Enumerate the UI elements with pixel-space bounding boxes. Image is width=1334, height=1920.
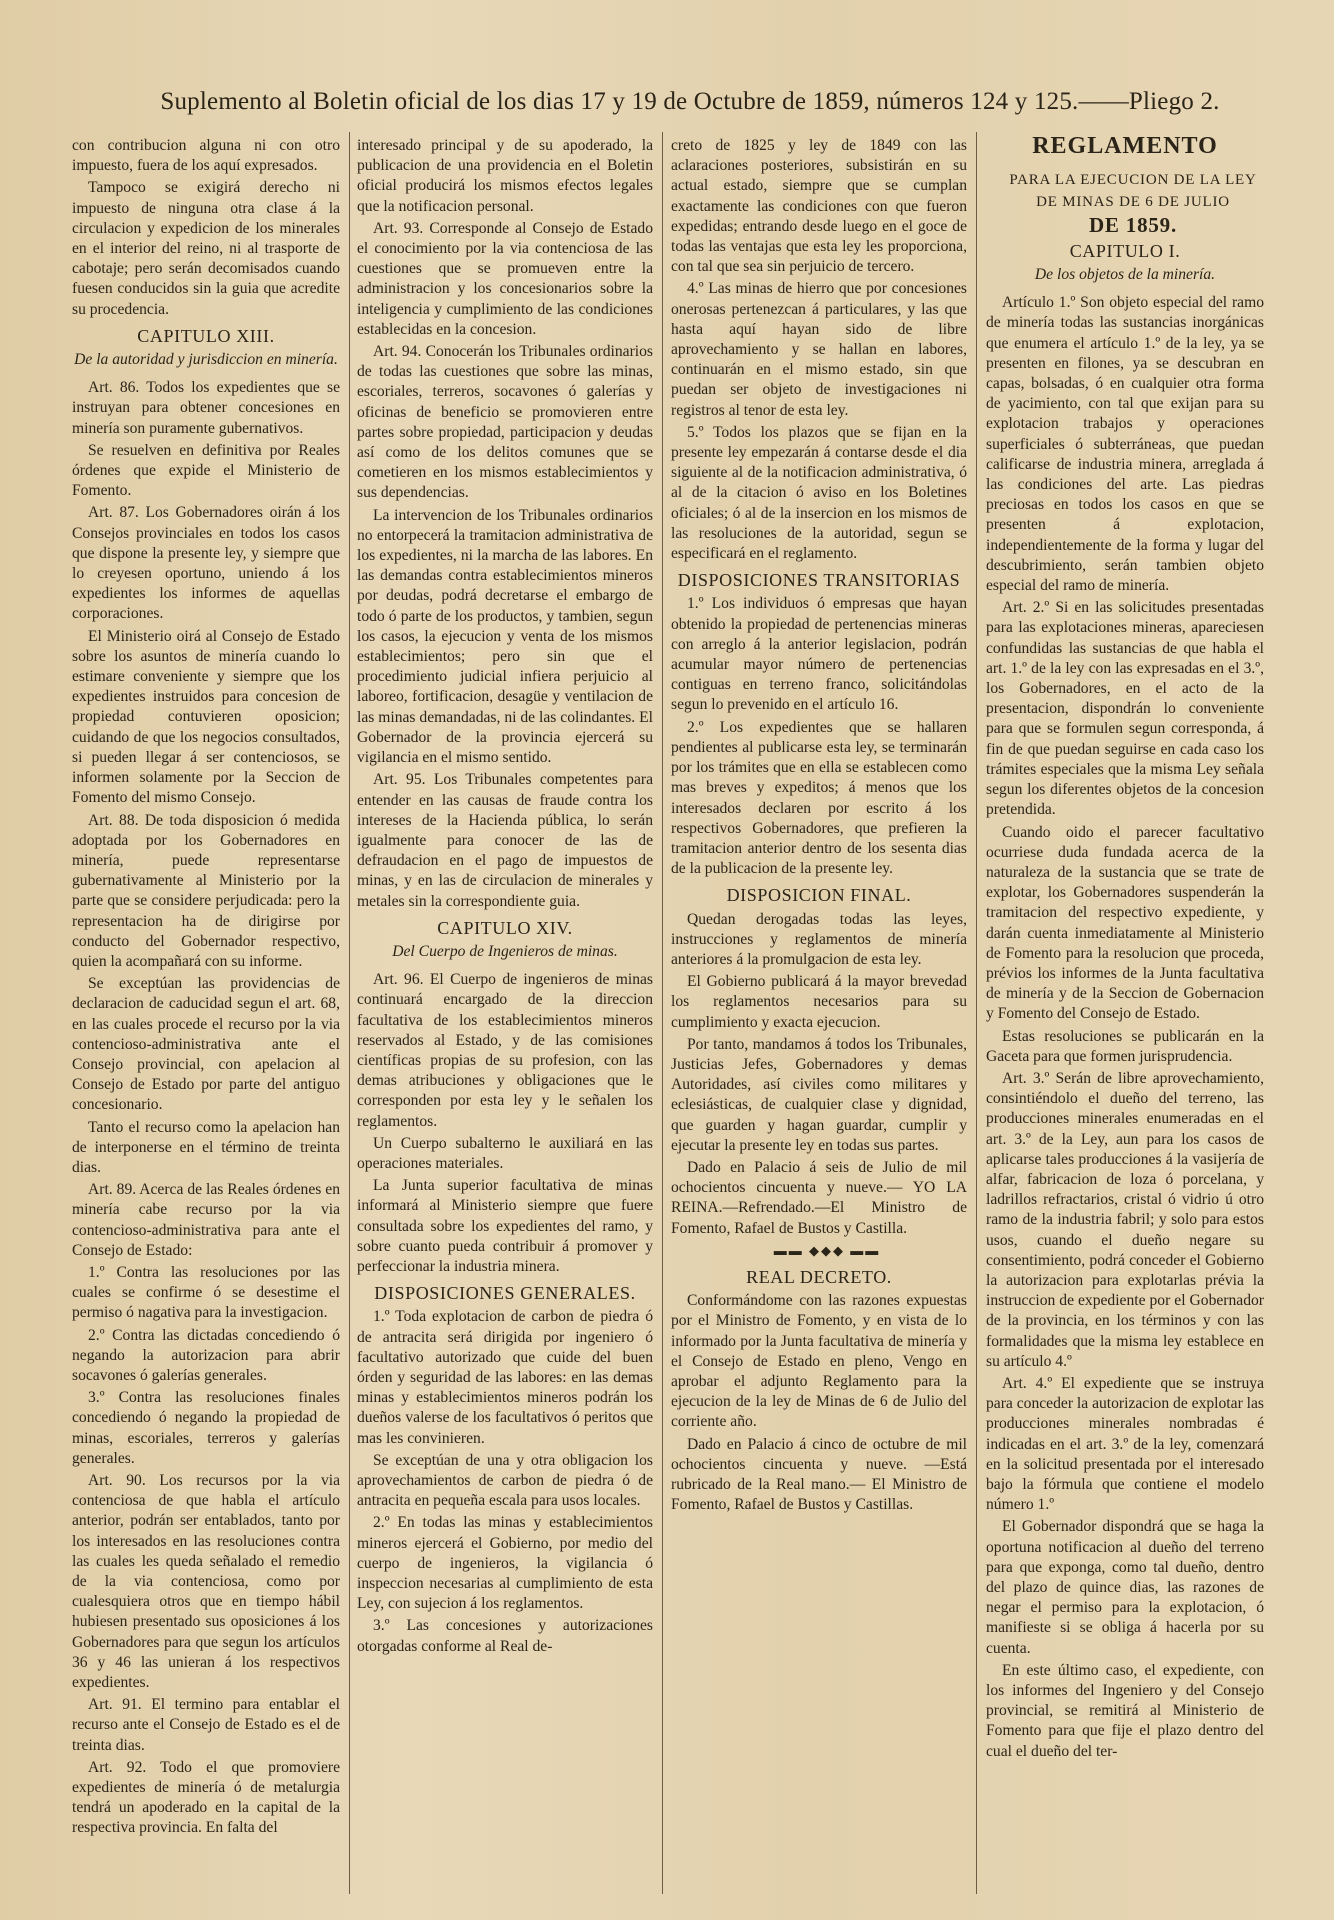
paragraph: La intervencion de los Tribunales ordinarios no entorpecerá la tramitacion administrativa de los expedientes, ni la marcha de las labores. En las demandas contra establecimientos mineros por deudas, podrá decretarse el embargo de todo ó parte de los productos, y tambien, segun los casos, la ejecucion y venta de los mismos establecimientos; pero sin que el procedimiento judicial infiera perjuicio al laboreo, fortificacion, desagüe y ventilacion de las minas demandadas, ni de las colindantes. El Gobernador de la provincia ejercerá su vigilancia en el mismo sentido. (357, 506, 653, 767)
paragraph: Tampoco se exigirá derecho ni impuesto de ninguna otra clase á la circulacion y expedicion de los minerales en el interior del reino, ni al trasporte de cabotaje; pero serán decomisados cuando fuesen conducidos sin la guia que acredite su procedencia. (72, 179, 340, 318)
paragraph: Cuando oido el parecer facultativo ocurriese duda fundada acerca de la naturaleza de la sustancia que se trate de explotar, los Gobernadores suspenderán la tramitacion del respectivo expediente, y darán cuenta inmediatamente al Ministerio de Fomento para la resolucion que proceda, prévios los informes de la Junta facultativa de minería y de la Seccion de Gobernacion y Fomento del Consejo de Estado. (986, 823, 1264, 1023)
column-4 (986, 136, 1264, 1896)
paragraph: 1.º Los individuos ó empresas que hayan obtenido la propiedad de pertenencias mineras con arreglo á la anterior legislacion, podrán acumular mayor número de pertenencias contiguas en terreno franco, solicitándolas segun lo prevenido en el artículo 16. (671, 595, 967, 714)
paragraph: El Gobierno publicará á la mayor brevedad los reglamentos necesarios para su cumplimiento y exacta ejecucion. (671, 973, 967, 1031)
section-heading: DISPOSICIONES GENERALES. (374, 1283, 636, 1304)
section-heading: CAPITULO I. (1069, 240, 1181, 261)
paragraph: La Junta superior facultativa de minas informará al Ministerio siempre que fuere consultada sobre los expedientes del ramo, y sobre cuanto pueda contribuir á promover y perfeccionar la industria minera. (357, 1177, 653, 1275)
column-rule-2 (662, 132, 663, 1894)
paragraph: Quedan derogadas todas las leyes, instrucciones y reglamentos de minería anteriores á la promulgacion de esta ley. (671, 910, 967, 968)
column-1 (72, 136, 340, 1896)
section-heading: REAL DECRETO. (746, 1266, 892, 1287)
paragraph: El Gobernador dispondrá que se haga la oportuna notificacion al dueño del terreno para que exponga, como tal dueño, dentro del plazo de quince dias, las razones de negar el permiso para la explotacion, ó manifieste si se obliga á hacerla por su cuenta. (986, 1518, 1264, 1657)
paragraph: Artículo 1.º Son objeto especial del ramo de minería todas las sustancias inorgánicas que enumera el artículo 1.º de la ley, ya se presenten en filones, ya se descubran en capas, bolsadas, ó en cualquier otra forma de yacimiento, con tal que exijan para su explotacion trabajos y operaciones superficiales ó subterráneas, que puedan calificarse de industria minera, arreglada á las condiciones del arte. Las piedras preciosas en todos los casos en que se presenten á explotacion, independientemente de la forma y lugar del descubrimiento, serán tambien objeto especial del ramo de minería. (986, 294, 1264, 595)
reglamento-subtitle: PARA LA EJECUCION DE LA LEY (1009, 172, 1257, 189)
paragraph: Se exceptúan las providencias de declaracion de caducidad segun el art. 68, en las cuales procede el recurso por la via contencioso-administrativa ante el Consejo provincial, con apelacion al Consejo de Estado por parte del antiguo concesionario. (72, 975, 340, 1114)
paragraph: Por tanto, mandamos á todos los Tribunales, Justicias Jefes, Gobernadores y demas Autoridades, así civiles como militares y eclesiásticas, de cualquier clase y dignidad, que guarden y hagan guardar, cumplir y ejecutar la presente ley en todas sus partes. (671, 1035, 967, 1154)
paragraph: 5.º Todos los plazos que se fijan en la presente ley empezarán á contarse desde el dia siguiente al de la notificacion administrativa, ó al de la citacion ó aviso en los Boletines oficiales; ó al de la insercion en los mismos de las resoluciones de la autoridad, segun se especificará en el reglamento. (671, 423, 967, 563)
section-subheading: De los objetos de la minería. (1034, 266, 1216, 284)
paragraph: Dado en Palacio á cinco de octubre de mil ochocientos cincuenta y nueve. —Está rubricado de la Real mano.— El Ministro de Fomento, Rafael de Bustos y Castillas. (671, 1435, 967, 1514)
paragraph: con contribucion alguna ni con otro impuesto, fuera de los aquí expresados. (72, 137, 340, 175)
paragraph: Art. 96. El Cuerpo de ingenieros de minas continuará encargado de la direccion facultativa de los establecimientos mineros reservados al Estado, y de las comisiones científicas propias de su profesion, con las demas atribuciones y obligaciones que le corresponden por esta ley y le señalen los reglamentos. (357, 971, 653, 1130)
paragraph: Art. 4.º El expediente que se instruya para conceder la autorizacion de explotar las producciones minerales nombradas é indicadas en el art. 3.º de la ley, comenzará en la solicitud presentada por el interesado bajo la fórmula que contiene el modelo número 1.º (986, 1374, 1264, 1514)
paragraph: Art. 3.º Serán de libre aprovechamiento, consintiéndolo el dueño del terreno, las producciones minerales enumeradas en el art. 3.º de la Ley, aun para los casos de aplicarse tales producciones á la vasijería de alfar, fabricacion de loza ó porcelana, y ladrillos refractarios, cristal ó vidrio ú otro ramo de la industria fabril; y solo para estos usos, cuando el dueño negare su consentimiento, podrá conceder el Gobierno la autorizacion para explotarlas prévia la instruccion de expediente por el Gobernador de la provincia, en los términos y con las formalidades que la misma ley establece en su artículo 4.º (986, 1069, 1264, 1370)
paragraph: Art. 95. Los Tribunales competentes para entender en las causas de fraude contra los intereses de la Hacienda pública, lo serán igualmente para conocer de las de defraudacion en el pago de impuestos de minas, y en las de circulacion de minerales y metales sin la correspondiente guia. (357, 771, 653, 910)
section-heading: DISPOSICIONES TRANSITORIAS (677, 570, 961, 591)
paragraph: interesado principal y de su apoderado, la publicacion de una providencia en el Boletin oficial producirá los mismos efectos legales que la notificacion personal. (357, 137, 653, 215)
paragraph: Art. 2.º Si en las solicitudes presentadas para las explotaciones mineras, apareciesen confundidas las sustancias de que habla el art. 1.º de la ley con las expresadas en el 3.º, los Gobernadores, en el acto de la presentacion, dispondrán lo conveniente para que se formulen segun corresponda, á fin de que puedan seguirse en cada caso los trámites especiales que la misma Ley señala segun los diferentes objetos de la concesion pretendida. (986, 599, 1264, 819)
paragraph: 4.º Las minas de hierro que por concesiones onerosas pertenezcan á particulares, y las que hasta aquí hayan sido de libre aprovechamiento y se hallan en labores, continuarán en el mismo estado, sin que puedan ser objeto de investigaciones ni registros al tenor de esta ley. (671, 280, 967, 419)
paragraph: Art. 88. De toda disposicion ó medida adoptada por los Gobernadores en minería, puede representarse gubernativamente al Ministerio por la parte que se considere perjudicada: pero la representacion ha de dirigirse por conducto del Gobernador respectivo, quien la acompañará con su informe. (72, 811, 340, 970)
reglamento-subtitle: DE 1859. (1088, 212, 1178, 237)
reglamento-title: REGLAMENTO (1032, 136, 1218, 159)
paragraph: Art. 92. Todo el que promoviere expedientes de minería ó de metalurgia tendrá un apoderado en la capital de la respectiva provincia. En falta del (72, 1758, 340, 1837)
paragraph: Art. 86. Todos los expedientes que se instruyan para obtener concesiones en minería son puramente gubernativos. (72, 379, 340, 437)
paragraph: Se resuelven en definitiva por Reales órdenes que expide el Ministerio de Fomento. (72, 441, 340, 500)
paragraph: Estas resoluciones se publicarán en la Gaceta para que formen jurisprudencia. (986, 1027, 1264, 1065)
section-heading: DISPOSICION FINAL. (726, 885, 912, 906)
paragraph: 1.º Toda explotacion de carbon de piedra ó de antracita será dirigida por ingeniero ó facultativo autorizado que cuide del buen órden y seguridad de las labores: en las demas minas y establecimientos mineros podrán los dueños valerse de los facultativos ó peritos que mas les convinieren. (357, 1308, 653, 1447)
paragraph: Se exceptúan de una y otra obligacion los aprovechamientos de carbon de piedra ó de antracita en pequeña escala para usos locales. (357, 1451, 653, 1510)
paragraph: 3.º Las concesiones y autorizaciones otorgadas conforme al Real de- (357, 1617, 653, 1655)
ornament-divider: ▬▬ ◆◆◆ ▬▬ (773, 1242, 881, 1258)
paragraph: 3.º Contra las resoluciones finales concediendo ó negando la propiedad de minas, escoriales, terreros y galerías generales. (72, 1389, 340, 1467)
paragraph: 2.º Los expedientes que se hallaren pendientes al publicarse esta ley, se terminarán por los trámites que en ella se establecen como mas breves y expeditos; á menos que los interesados declaren por escrito á los respectivos Gobernadores, que prefieren la tramitacion anterior dentro de los sesenta dias de la publicacion de la presente ley. (671, 718, 967, 878)
section-subheading: Del Cuerpo de Ingenieros de minas. (392, 942, 618, 960)
paragraph: Art. 89. Acerca de las Reales órdenes en minería cabe recurso por la via contencioso-administrativa para ante el Consejo de Estado: (72, 1181, 340, 1259)
reglamento-subtitle: DE MINAS DE 6 DE JULIO (1036, 194, 1230, 211)
section-heading: CAPITULO XIV. (437, 917, 573, 938)
page-header: Suplemento al Boletin oficial de los dias 17 y 19 de Octubre de 1859, números 124 y 125.——Pliego 2. (160, 88, 1220, 115)
paragraph: creto de 1825 y ley de 1849 con las aclaraciones posteriores, subsistirán en su actual estado, siempre que se cumplan exactamente las condiciones con que fueron expedidas; entrando desde luego en el goce de todas las ventajas que esta ley les proporciona, con tal que sea sin perjuicio de tercero. (671, 137, 967, 276)
section-heading: CAPITULO XIII. (137, 325, 275, 346)
paragraph: 2.º En todas las minas y establecimientos mineros ejercerá el Gobierno, por medio del cuerpo de ingenieros, la vigilancia ó inspeccion necesarias al cumplimiento de esta Ley, con sujecion á los reglamentos. (357, 1514, 653, 1613)
paragraph: Art. 94. Conocerán los Tribunales ordinarios de todas las cuestiones que sobre las minas, escoriales, terreros, socavones ó galerías y oficinas de beneficio se promovieren entre partes sobre propiedad, participacion y deudas así como de los delitos comunes que se cometieren en los mismos establecimientos y sus dependencias. (357, 343, 653, 502)
paragraph: Art. 93. Corresponde al Consejo de Estado el conocimiento por la via contenciosa de las cuestiones que se promueven entre la administracion y los concesionarios sobre la inteligencia y cumplimiento de las condiciones establecidas en la concesion. (357, 219, 653, 338)
column-rule-1 (349, 132, 350, 1894)
paragraph: Art. 90. Los recursos por la via contenciosa de que habla el artículo anterior, podrán ser entablados, tanto por los interesados en las resoluciones contra las cuales les queda señalado el remedio de la via contenciosa, como por cualesquiera otros que en tiempo hábil hubiesen presentado sus oposiciones á los Gobernadores para que segun los artículos 36 y 46 las unieran á los respectivos expedientes. (72, 1472, 340, 1692)
paragraph: Dado en Palacio á seis de Julio de mil ochocientos cincuenta y nueve.— YO LA REINA.—Refrendado.—El Ministro de Fomento, Rafael de Bustos y Castilla. (671, 1158, 967, 1237)
paragraph: Art. 87. Los Gobernadores oirán á los Consejos provinciales en todos los casos que dispone la presente ley, y siempre que lo creyesen oportuno, uniendo á los expedientes los informes de aquellas corporaciones. (72, 504, 340, 623)
column-3 (671, 136, 967, 1896)
paragraph: Conformándome con las razones expuestas por el Ministro de Fomento, y en vista de lo informado por la Junta facultativa de minería y el Consejo de Estado en pleno, Vengo en aprobar el adjunto Reglamento para la ejecucion de la ley de Minas de 6 de Julio del corriente año. (671, 1292, 967, 1431)
section-subheading: De la autoridad y jurisdiccion en minería. (74, 351, 338, 369)
paragraph: 1.º Contra las resoluciones por las cuales se confirme ó se desestime el permiso ó nagativa para la investigacion. (72, 1263, 340, 1322)
paragraph: 2.º Contra las dictadas concediendo ó negando la autorizacion para abrir socavones ó galerías generales. (72, 1326, 340, 1384)
paragraph: Art. 91. El termino para entablar el recurso ante el Consejo de Estado es el de treinta dias. (72, 1696, 340, 1754)
paragraph: El Ministerio oirá al Consejo de Estado sobre los asuntos de minería cuando lo estimare conveniente y siempre que los expedientes instruidos para concesion de propiedad contuvieren oposicion; cuidando de que los negocios consultados, si pueden llegar á ser contenciosos, se informen solamente por la Seccion de Fomento del mismo Consejo. (72, 627, 340, 807)
paragraph: En este último caso, el expediente, con los informes del Ingeniero y del Consejo provincial, se remitirá al Ministerio de Fomento para que fije el plazo dentro del cual el dueño del ter- (986, 1661, 1264, 1760)
column-2 (357, 136, 653, 1896)
column-rule-3 (976, 132, 977, 1894)
paragraph: Un Cuerpo subalterno le auxiliará en las operaciones materiales. (357, 1134, 653, 1172)
paragraph: Tanto el recurso como la apelacion han de interponerse en el término de treinta dias. (72, 1118, 340, 1176)
